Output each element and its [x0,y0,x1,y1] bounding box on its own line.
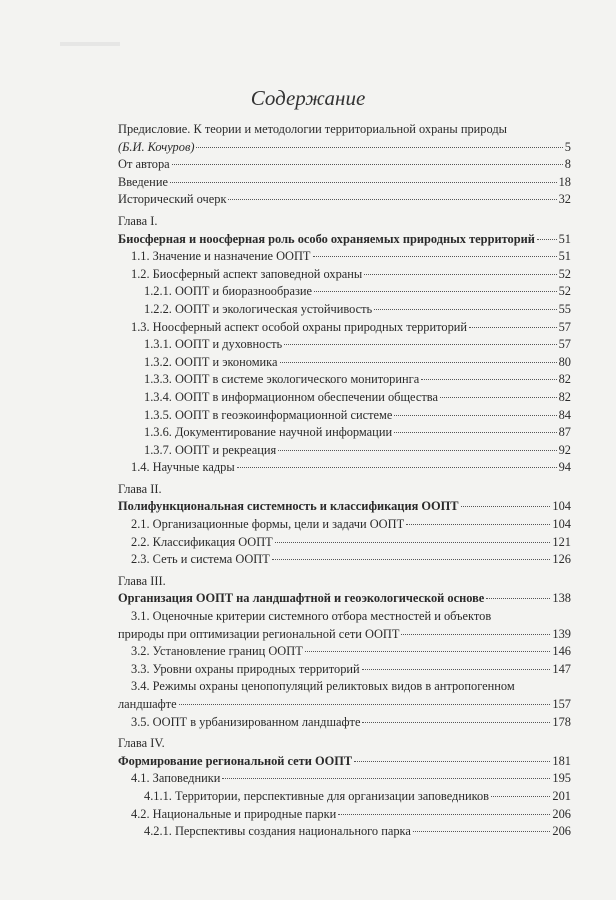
scan-artifact [60,42,120,46]
toc-entry-text: 1.1. Значение и назначение ООПТ [131,249,311,264]
toc-entry-text: 1.4. Научные кадры [131,460,235,475]
toc-entry[interactable] [118,231,571,249]
toc-entry-text: 1.2. Биосферный аспект заповедной охраны [131,266,363,281]
toc-entry[interactable] [118,626,571,644]
table-of-contents [118,121,571,841]
toc-entry-line [118,678,571,696]
page-number: 178 [552,714,571,729]
toc-entry-text: Формирование региональной сети ООПТ [118,753,353,768]
toc-entry-text: ландшафте [118,697,177,711]
dot-leader [413,831,551,832]
dot-leader [272,559,551,560]
page-number: 181 [552,753,571,768]
toc-entry[interactable] [118,551,571,569]
page-number: 51 [558,231,571,246]
dot-leader [401,634,550,635]
toc-entry-text: (Б.И. Кочуров) [118,139,195,154]
toc-entry-text: 1.2.1. ООПТ и биоразнообразие [144,284,312,299]
dot-leader [275,542,551,543]
toc-entry[interactable] [118,788,571,806]
toc-entry-text: 1.3.1. ООПТ и духовность [144,337,283,352]
page-number: 18 [558,174,571,189]
toc-entry-text: 2.2. Классификация ООПТ [131,534,273,549]
dot-leader [440,397,557,398]
toc-entry-text: 3.1. Оценочные критерии системного отбора местностей и объектов [131,609,492,624]
toc-entry[interactable] [118,283,571,301]
toc-entry-text: 4.2.1. Перспективы создания национального парка [144,824,411,839]
toc-entry[interactable] [118,354,571,372]
dot-leader [228,199,556,200]
page-number: 57 [558,337,571,352]
page-number: 32 [558,192,571,207]
dot-leader [278,450,556,451]
toc-entry-text: 3.4. Режимы охраны ценопопуляций реликтовых видов в антропогенном [131,679,515,694]
toc-entry[interactable] [118,266,571,284]
toc-entry[interactable] [118,389,571,407]
chapter-label [118,735,571,753]
toc-entry-text: 3.2. Установление границ ООПТ [131,644,303,659]
toc-entry-text: 3.5. ООПТ в урбанизированном ландшафте [131,714,361,729]
page-number: 52 [558,284,571,299]
toc-entry[interactable] [118,336,571,354]
toc-entry-text: 1.3.2. ООПТ и экономика [144,354,278,369]
toc-entry[interactable] [118,459,571,477]
dot-leader [354,761,550,762]
page-number: 94 [558,460,571,475]
page-number: 206 [552,824,571,839]
dot-leader [394,432,557,433]
toc-entry-text: 2.3. Сеть и система ООПТ [131,552,270,567]
page-number: 139 [552,626,571,641]
toc-entry[interactable] [118,696,571,714]
dot-leader [486,598,550,599]
toc-entry[interactable] [118,806,571,824]
toc-entry-text: Введение [118,174,168,189]
dot-leader [170,182,557,183]
page-number: 8 [564,157,571,172]
chapter-label [118,481,571,499]
chapter-label [118,573,571,591]
toc-entry[interactable] [118,191,571,209]
dot-leader [362,722,550,723]
page-title: Содержание [250,86,366,110]
page-number: 52 [558,266,571,281]
toc-entry-text: 1.3.6. Документирование научной информации [144,425,393,440]
toc-entry-text: Полифункциональная системность и классификация ООПТ [118,499,459,514]
toc-entry-text: Исторический очерк [118,192,227,207]
page-number: 157 [552,697,571,711]
page-number: 146 [552,644,571,659]
page-number: 104 [552,517,571,532]
toc-entry[interactable] [118,753,571,771]
page-number: 121 [552,534,571,549]
toc-entry-text: 1.3. Ноосферный аспект особой охраны природных территорий [131,319,468,334]
toc-entry[interactable] [118,643,571,661]
toc-entry[interactable] [118,498,571,516]
toc-entry[interactable] [118,823,571,841]
page-number: 87 [558,425,571,440]
toc-entry-text: 4.2. Национальные и природные парки [131,806,337,821]
toc-entry-text: 1.3.3. ООПТ в системе экологического мониторинга [144,372,420,387]
toc-entry-text: Предисловие. К теории и методологии территориальной охраны природы [118,122,507,136]
page-number: 138 [552,591,571,606]
toc-entry-text: 4.1.1. Территории, перспективные для организации заповедников [144,788,490,803]
page-number: 84 [558,407,571,422]
dot-leader [461,506,551,507]
toc-entry-text: 1.3.4. ООПТ в информационном обеспечении общества [144,389,438,404]
dot-leader [338,814,550,815]
chapter-label [118,213,571,231]
chapter-label-text: Глава I. [118,213,158,228]
toc-entry-text: 3.3. Уровни охраны природных территорий [131,661,360,676]
page-number: 126 [552,552,571,567]
dot-leader [172,164,563,165]
toc-entry[interactable] [118,301,571,319]
page-number: 55 [558,301,571,316]
page-number: 92 [558,442,571,457]
toc-entry[interactable] [118,407,571,425]
page-number: 104 [552,499,571,514]
page-number: 51 [558,249,571,264]
page-number: 80 [558,354,571,369]
dot-leader [491,796,550,797]
dot-leader [196,147,562,148]
toc-entry[interactable] [118,714,571,732]
dot-leader [305,651,551,652]
dot-leader [314,291,557,292]
toc-entry-line [118,608,571,626]
dot-leader [362,669,551,670]
toc-entry-text: природы при оптимизации региональной сети ООПТ [118,626,400,641]
chapter-label-text: Глава IV. [118,736,165,751]
page-number: 5 [564,139,571,154]
page-number: 195 [552,771,571,786]
dot-leader [237,467,557,468]
toc-entry-text: 4.1. Заповедники [131,771,221,786]
dot-leader [284,344,556,345]
dot-leader [394,415,556,416]
chapter-label-text: Глава III. [118,573,166,588]
toc-entry[interactable] [118,770,571,788]
dot-leader [313,256,557,257]
toc-entry[interactable] [118,174,571,192]
toc-entry[interactable] [118,424,571,442]
dot-leader [537,239,557,240]
toc-entry[interactable] [118,139,571,157]
page-number: 82 [558,372,571,387]
dot-leader [364,274,556,275]
dot-leader [406,524,550,525]
toc-entry-text: 1.3.5. ООПТ в геоэкоинформационной системе [144,407,393,422]
page-number: 206 [552,806,571,821]
toc-entry-text: Организация ООПТ на ландшафтной и геоэкологической основе [118,591,485,606]
toc-entry-line [118,121,571,139]
page-number: 82 [558,389,571,404]
toc-entry-text: Биосферная и ноосферная роль особо охраняемых природных территорий [118,231,535,246]
dot-leader [179,704,551,705]
toc-entry-text: 1.2.2. ООПТ и экологическая устойчивость [144,301,373,316]
toc-entry-text: 2.1. Организационные формы, цели и задачи ООПТ [131,517,405,532]
dot-leader [280,362,557,363]
page-number: 147 [552,661,571,676]
toc-entry[interactable] [118,534,571,552]
toc-entry[interactable] [118,156,571,174]
toc-entry-text: От автора [118,157,170,172]
toc-entry[interactable] [118,661,571,679]
dot-leader [421,379,556,380]
dot-leader [374,309,556,310]
page-number: 201 [552,788,571,803]
toc-entry[interactable] [118,319,571,337]
toc-entry[interactable] [118,516,571,534]
dot-leader [469,327,557,328]
toc-entry[interactable] [118,590,571,608]
toc-entry[interactable] [118,248,571,266]
dot-leader [222,778,550,779]
page-number: 57 [558,319,571,334]
chapter-label-text: Глава II. [118,481,162,496]
toc-entry[interactable] [118,371,571,389]
toc-entry-text: 1.3.7. ООПТ и рекреация [144,442,277,457]
toc-entry[interactable] [118,442,571,460]
